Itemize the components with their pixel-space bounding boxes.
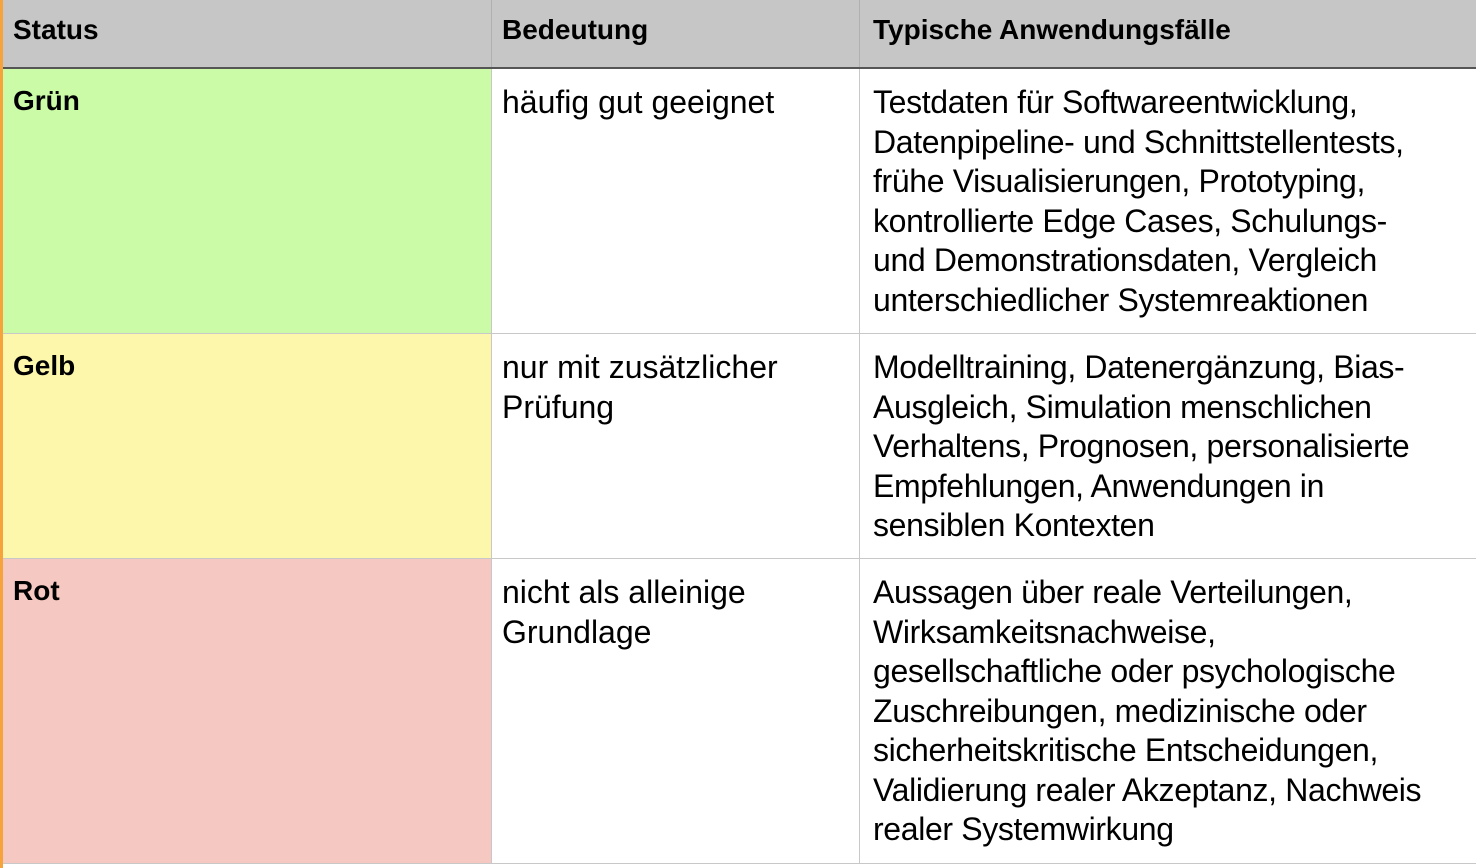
meaning-cell-green: häufig gut geeignet: [491, 69, 859, 333]
meaning-cell-yellow: nur mit zusätzlicher Prüfung: [491, 334, 859, 558]
table-row-red: [3, 559, 1476, 864]
header-meaning: Bedeutung: [491, 0, 859, 67]
table-header-row: [3, 0, 1476, 69]
header-use-cases: Typische Anwendungsfälle: [859, 0, 1476, 67]
status-cell-red: Rot: [3, 559, 491, 863]
status-cell-green: Grün: [3, 69, 491, 333]
meaning-cell-red: nicht als alleinige Grundlage: [491, 559, 859, 863]
table-row-green: [3, 69, 1476, 334]
header-status: Status: [13, 14, 99, 45]
status-table: [3, 0, 1476, 868]
status-cell-yellow: Gelb: [3, 334, 491, 558]
use-cases-cell-green: Testdaten für Softwareentwicklung, Datenpipeline- und Schnittstellentests, frühe Visualisierungen, Prototyping, kontrollierte Edge Cases, Schulungs- und Demonstrationsdaten, Vergleich unterschiedlicher Systemreaktionen: [859, 69, 1476, 333]
use-cases-cell-red: Aussagen über reale Verteilungen, Wirksamkeitsnachweise, gesellschaftliche oder psychologische Zuschreibungen, medizinische oder sicherheitskritische Entscheidungen, Validierung realer Akzeptanz, Nachweis realer Systemwirkung: [859, 559, 1476, 863]
use-cases-cell-yellow: Modelltraining, Datenergänzung, Bias- Ausgleich, Simulation menschlichen Verhaltens, Prognosen, personalisierte Empfehlungen, Anwendungen in sensiblen Kontexten: [859, 334, 1476, 558]
table-row-yellow: [3, 334, 1476, 559]
